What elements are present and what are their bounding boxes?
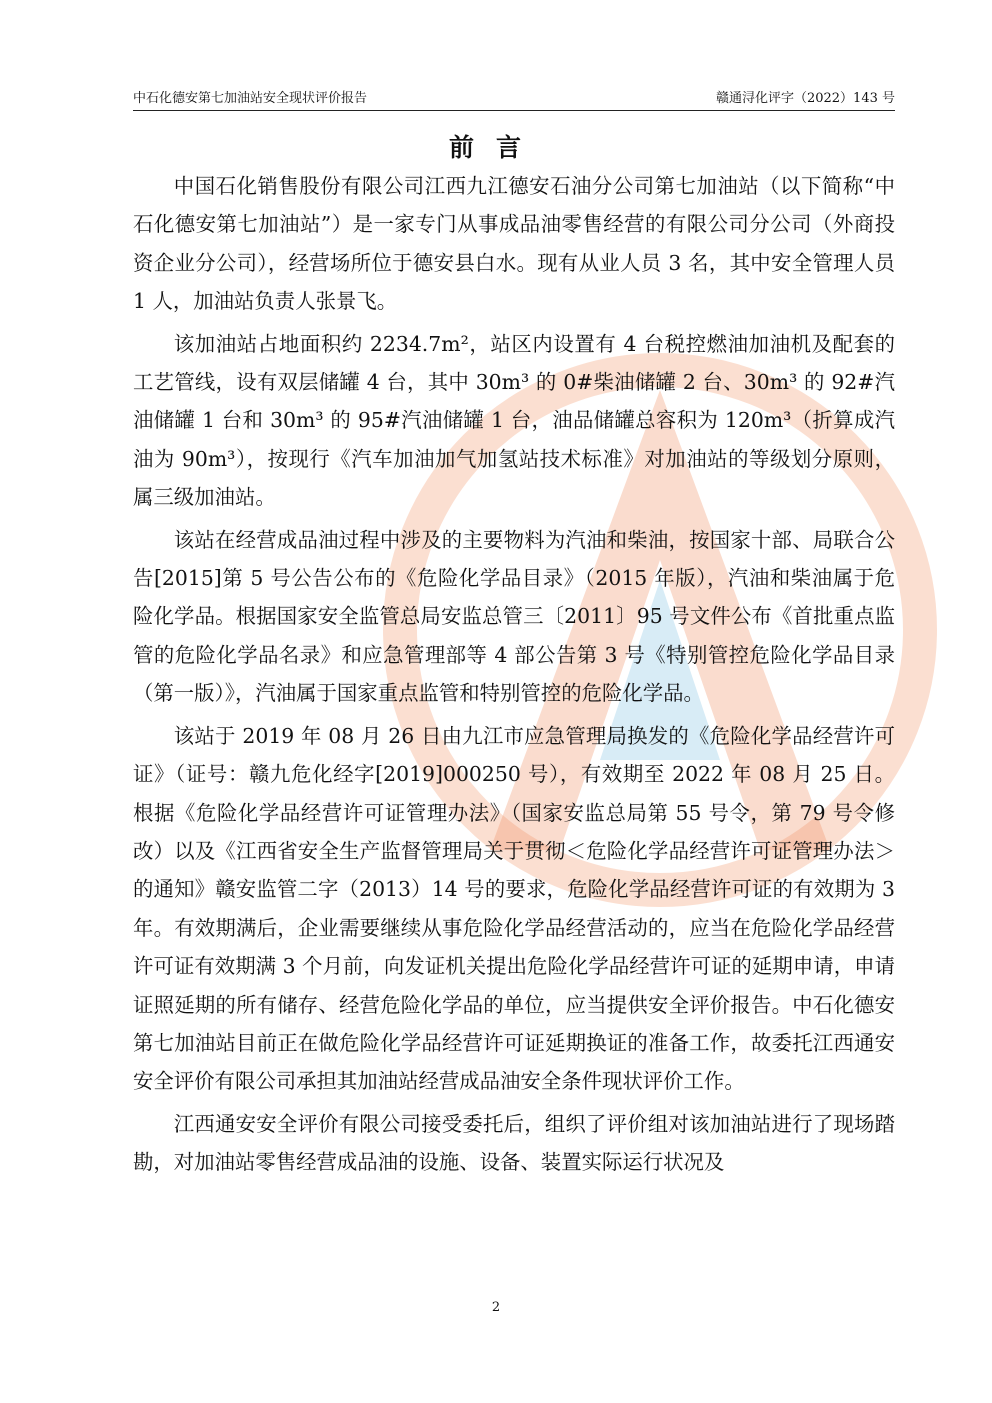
- paragraph: 江西通安安全评价有限公司接受委托后，组织了评价组对该加油站进行了现场踏勘，对加油站零售经营成品油的设施、设备、装置实际运行状况及: [133, 1111, 895, 1175]
- body-text: [133, 167, 895, 1186]
- paragraph: 中国石化销售股份有限公司江西九江德安石油分公司第七加油站（以下简称“中石化德安第七加油站”）是一家专门从事成品油零售经营的有限公司分公司（外商投资企业分公司），经营场所位于德安县白水。现有从业人员 3 名，其中安全管理人员 1 人，加油站负责人张景飞。: [133, 174, 895, 314]
- paragraph: 该站于 2019 年 08 月 26 日由九江市应急管理局换发的《危险化学品经营许可证》（证号：赣九危化经字[2019]000250 号），有效期至 2022 年 08 月 25 日。根据《危险化学品经营许可证管理办法》（国家安监总局第 55 号令，第 79 号令修改）以及《江西省安全生产监督管理局关于贯彻＜危险化学品经营许可证管理办法＞的通知》赣安监管二字（2013）14 号的要求，危险化学品经营许可证的有效期为 3 年。有效期满后，企业需要继续从事危险化学品经营活动的，应当在危险化学品经营许可证有效期满 3 个月前，向发证机关提出危险化学品经营许可证的延期申请，申请证照延期的所有储存、经营危险化学品的单位，应当提供安全评价报告。中石化德安第七加油站目前正在做危险化学品经营许可证延期换证的准备工作，故委托江西通安安全评价有限公司承担其加油站经营成品油安全条件现状评价工作。: [133, 723, 895, 1094]
- paragraph: 该加油站占地面积约 2234.7m²，站区内设置有 4 台税控燃油加油机及配套的工艺管线，设有双层储罐 4 台，其中 30m³ 的 0#柴油储罐 2 台、30m³ 的 92#汽油储罐 1 台和 30m³ 的 95#汽油储罐 1 台，油品储罐总容积为 120m³（折算成汽油为 90m³），按现行《汽车加油加气加氢站技术标准》对加油站的等级划分原则，属三级加油站。: [133, 331, 895, 510]
- paragraph: 该站在经营成品油过程中涉及的主要物料为汽油和柴油，按国家十部、局联合公告[2015]第 5 号公告公布的《危险化学品目录》（2015 年版），汽油和柴油属于危险化学品。根据国家安全监管总局安监总管三〔2011〕95 号文件公布《首批重点监管的危险化学品名录》和应急管理部等 4 部公告第 3 号《特别管控危险化学品目录（第一版）》，汽油属于国家重点监管和特别管控的危险化学品。: [133, 527, 895, 706]
- page-header: [133, 88, 895, 111]
- header-document-number: 赣通浔化评字（2022）143 号: [715, 91, 895, 106]
- header-report-title: 中石化德安第七加油站安全现状评价报告: [133, 91, 368, 106]
- page-title: 前言: [448, 133, 543, 162]
- page-number: 2: [491, 1300, 501, 1315]
